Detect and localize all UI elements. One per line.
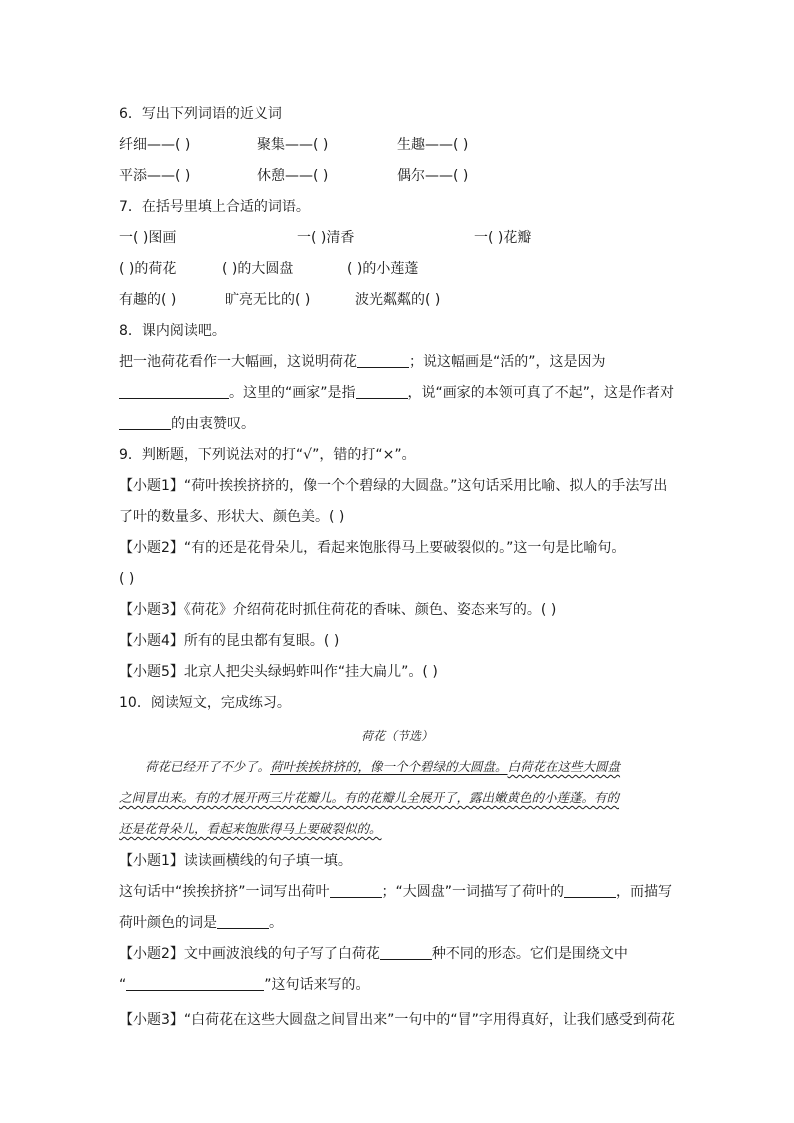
q10-text: 这句话中“挨挨挤挤”一词写出荷叶 [119,884,330,900]
q10-sub2-line1 [119,944,628,964]
passage-line2 [119,789,619,807]
q7-item: 一( )花瓣 [474,230,532,246]
q6-item: 聚集——( ) [257,137,329,153]
q9-sub1-line2: 了叶的数量多、形状大、颜色美。( ) [119,509,345,525]
answer-blank[interactable] [119,384,229,399]
q6-item: 偶尔——( ) [397,168,469,184]
q8-line3 [119,414,255,434]
q8-line1 [119,352,606,372]
wavy-sentence: 白荷花在这些大圆盘 [507,759,621,774]
passage-text: 荷花已经开了不少了。 [145,759,271,774]
underlined-sentence: 荷叶挨挨挤挤的，像一个个碧绿的大圆盘。 [270,759,508,774]
q8-text: ，说“画家的本领可真了不起”，这是作者对 [407,385,675,401]
q8-text: 。这里的“画家”是指 [229,385,356,401]
answer-blank[interactable] [126,976,264,991]
answer-blank[interactable] [217,914,269,929]
q6-item: 生趣——( ) [397,137,469,153]
q9-title: 9．判断题，下列说法对的打“√”，错的打“×”。 [119,447,416,463]
q10-sub1-line1 [119,882,672,902]
answer-blank[interactable] [119,415,171,430]
q7-title: 7．在括号里填上合适的词语。 [119,199,310,215]
q10-sub2-line2 [119,975,370,995]
q10-text: 荷叶颜色的词是 [119,915,217,931]
q6-item: 休憩——( ) [257,168,329,184]
answer-blank[interactable] [564,883,616,898]
q7-item: 一( )清香 [297,230,355,246]
q8-text: 把一池荷花看作一大幅画，这说明荷花 [119,354,357,370]
q6-item: 纤细——( ) [119,137,191,153]
q9-sub2-line2: ( ) [119,571,135,587]
answer-blank[interactable] [380,945,432,960]
passage-title: 荷花（节选） [360,729,433,743]
passage-line3 [119,820,382,838]
q7-item: ( )的大圆盘 [222,261,294,277]
q7-item: 一( )图画 [119,230,177,246]
q7-item: 波光粼粼的( ) [355,292,441,308]
wavy-sentence: 之间冒出来。有的才展开两三片花瓣儿。有的花瓣儿全展开了，露出嫩黄色的小莲蓬。有的 [119,790,620,805]
q7-item: 有趣的( ) [119,292,177,308]
answer-blank[interactable] [357,353,409,368]
passage-line1 [145,758,620,776]
q7-item: ( )的荷花 [119,261,177,277]
answer-blank[interactable] [356,384,408,399]
q10-sub3: 【小题3】“白荷花在这些大圆盘之间冒出来”一句中的“冒”字用得真好，让我们感受到荷花 [119,1012,675,1028]
q8-text: 的由衷赞叹。 [171,416,255,432]
q8-text: ；说这幅画是“活的”，这是因为 [409,354,606,370]
q6-title: 6．写出下列词语的近义词 [119,106,282,122]
q10-text: 。 [269,915,283,931]
q6-item: 平添——( ) [119,168,191,184]
q9-sub2-line1: 【小题2】“有的还是花骨朵儿，看起来饱胀得马上要破裂似的。”这一句是比喻句。 [119,540,626,556]
q9-sub3: 【小题3】《荷花》介绍荷花时抓住荷花的香味、颜色、姿态来写的。( ) [119,602,557,618]
wavy-sentence: 还是花骨朵儿，看起来饱胀得马上要破裂似的。 [119,821,382,836]
q10-text: ”这句话来写的。 [264,977,370,993]
q8-title: 8．课内阅读吧。 [119,323,226,339]
q10-sub1-line2 [119,913,283,933]
answer-blank[interactable] [330,883,382,898]
q8-line2 [119,383,674,403]
q10-text: ，而描写 [616,884,673,900]
q10-text: “ [119,977,127,993]
q10-sub1-title: 【小题1】读读画横线的句子填一填。 [119,853,352,869]
q10-text: 【小题2】文中画波浪线的句子写了白荷花 [119,946,380,962]
q9-sub5: 【小题5】北京人把尖头绿蚂蚱叫作“挂大扁儿”。( ) [119,664,438,680]
q10-text: 种不同的形态。它们是围绕文中 [431,946,628,962]
q7-item: ( )的小莲蓬 [347,261,419,277]
q9-sub4: 【小题4】所有的昆虫都有复眼。( ) [119,633,340,649]
q9-sub1-line1: 【小题1】“荷叶挨挨挤挤的，像一个个碧绿的大圆盘。”这句话采用比喻、拟人的手法写出 [119,478,668,494]
q7-item: 旷亮无比的( ) [225,292,311,308]
q10-text: ；“大圆盘”一词描写了荷叶的 [381,884,565,900]
q10-title: 10．阅读短文，完成练习。 [119,695,291,711]
